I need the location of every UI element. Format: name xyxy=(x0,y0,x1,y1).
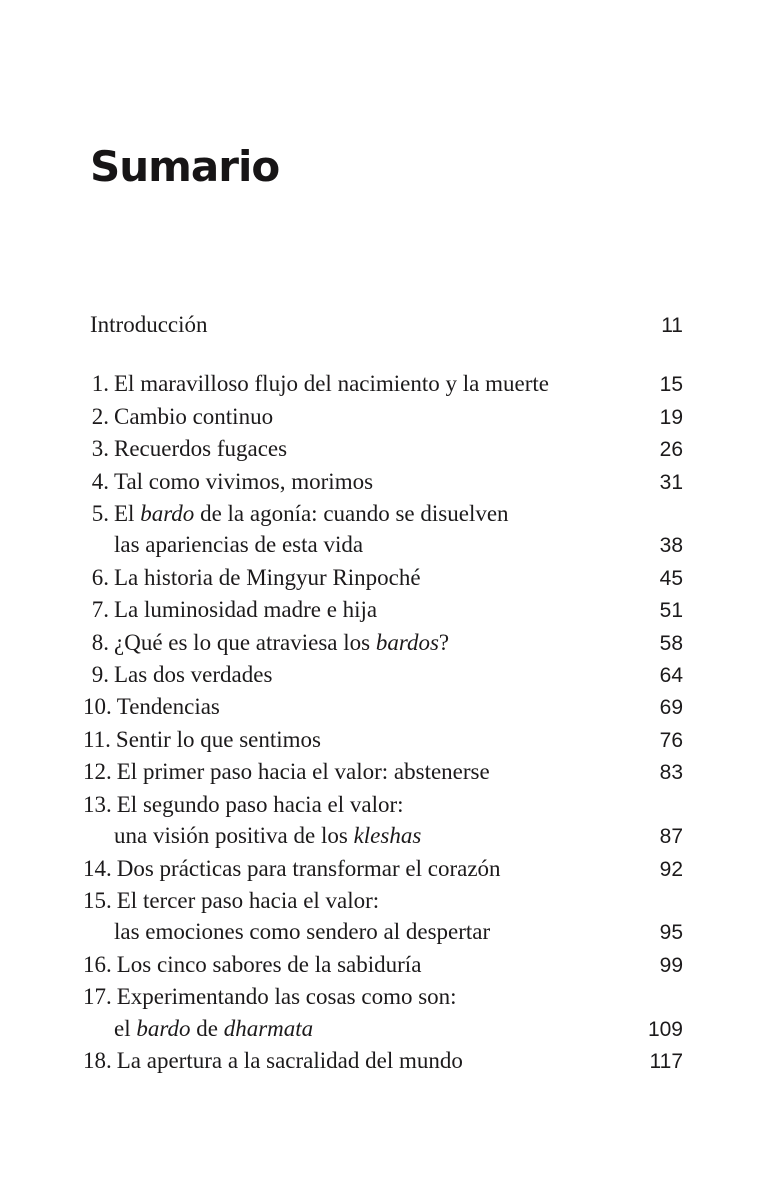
toc-entry-number: 4. xyxy=(91,468,109,494)
toc-entry-line xyxy=(83,529,683,561)
toc-intro-row xyxy=(83,309,683,341)
toc-entry-text: Experimentando las cosas como son: xyxy=(116,984,457,1010)
toc-entry-text: Tendencias xyxy=(116,694,220,720)
toc-entry-line xyxy=(83,949,683,981)
toc-entry-page-number: 83 xyxy=(659,761,683,785)
toc-entry-line xyxy=(83,1045,683,1077)
toc-entry-line xyxy=(83,885,683,916)
toc-entry-number: 6. xyxy=(91,564,109,590)
toc-entry-page-number: 26 xyxy=(659,438,683,462)
toc-entry-text: Cambio continuo xyxy=(114,403,274,429)
toc-entry-page-number: 19 xyxy=(659,405,683,429)
toc-entry-line xyxy=(83,1013,683,1045)
toc-entry-text: Las dos verdades xyxy=(114,662,273,688)
toc-entry-text: Dos prácticas para transformar el corazón xyxy=(116,855,501,881)
toc-entry-number: 1. xyxy=(91,371,109,397)
toc-entry-text: El primer paso hacia el valor: abstenerse xyxy=(116,759,490,785)
toc-entry-number: 10. xyxy=(83,694,112,720)
toc-entry-page-number: 38 xyxy=(659,534,683,558)
toc-entry-number: 7. xyxy=(91,597,109,623)
toc-entry-text: La apertura a la sacralidad del mundo xyxy=(116,1047,463,1073)
toc-entry-text: una visión positiva de los kleshas xyxy=(114,823,422,849)
toc-entry-page-number: 58 xyxy=(659,631,683,655)
toc-entry-number: 15. xyxy=(83,887,112,913)
toc-entry-text: Los cinco sabores de la sabiduría xyxy=(116,951,422,977)
toc-entry-text: El bardo de la agonía: cuando se disuelven xyxy=(114,501,509,527)
toc-entry-text: Sentir lo que sentimos xyxy=(115,726,321,752)
toc-entry-text: El segundo paso hacia el valor: xyxy=(116,791,404,817)
toc-entry-text: La historia de Mingyur Rinpoché xyxy=(114,564,421,590)
toc-entry-text: Recuerdos fugaces xyxy=(114,436,288,462)
toc-section-spacer xyxy=(83,341,683,368)
toc-entry-text: el bardo de dharmata xyxy=(114,1015,314,1041)
toc-entry-page-number: 109 xyxy=(647,1017,683,1041)
toc-entry-text: las apariencias de esta vida xyxy=(114,532,364,558)
table-of-contents xyxy=(83,309,683,1077)
toc-entry-line xyxy=(83,916,683,948)
toc-entry-number: 12. xyxy=(83,759,112,785)
toc-entry-text: ¿Qué es lo que atraviesa los bardos? xyxy=(114,629,450,655)
toc-entry-text: La luminosidad madre e hija xyxy=(114,597,378,623)
toc-entry-line xyxy=(83,756,683,788)
toc-entry-text: Tal como vivimos, morimos xyxy=(114,468,374,494)
toc-entry-page-number: 31 xyxy=(659,470,683,494)
toc-entry-number: 16. xyxy=(83,951,112,977)
toc-entry-number: 8. xyxy=(91,629,109,655)
page-title: Sumario xyxy=(90,142,280,191)
toc-entry-number: 2. xyxy=(91,403,109,429)
toc-entry-page-number: 45 xyxy=(659,566,683,590)
toc-entry-text: las emociones como sendero al despertar xyxy=(114,919,491,945)
toc-entry-page-number: 117 xyxy=(649,1049,683,1073)
toc-entry-line xyxy=(83,981,683,1012)
toc-entry-text: El maravilloso flujo del nacimiento y la muerte xyxy=(114,371,549,397)
toc-entry-line xyxy=(83,820,683,852)
toc-entry-page-number: 64 xyxy=(659,664,683,688)
toc-entry-line xyxy=(83,594,683,626)
toc-intro-label: Introducción xyxy=(90,312,208,337)
toc-entry-line xyxy=(83,659,683,691)
toc-entries xyxy=(83,368,683,1077)
toc-entry-line xyxy=(83,466,683,498)
toc-entry-page-number: 87 xyxy=(659,825,683,849)
toc-entry-line xyxy=(83,498,683,529)
toc-entry-page-number: 76 xyxy=(659,728,683,752)
toc-entry-number: 13. xyxy=(83,791,112,817)
toc-entry-number: 17. xyxy=(83,984,112,1010)
toc-entry-page-number: 92 xyxy=(659,857,683,881)
toc-entry-page-number: 51 xyxy=(659,599,683,623)
toc-intro-page-number: 11 xyxy=(661,314,683,337)
toc-entry-line xyxy=(83,627,683,659)
toc-entry-page-number: 69 xyxy=(659,696,683,720)
toc-entry-line xyxy=(83,401,683,433)
toc-entry-page-number: 99 xyxy=(659,953,683,977)
toc-entry-number: 5. xyxy=(91,501,109,527)
toc-entry-line xyxy=(83,724,683,756)
toc-entry-number: 3. xyxy=(91,436,109,462)
toc-entry-number: 11. xyxy=(83,726,111,752)
toc-entry-page-number: 95 xyxy=(659,921,683,945)
toc-entry-text: El tercer paso hacia el valor: xyxy=(116,887,380,913)
toc-entry-line xyxy=(83,789,683,820)
toc-entry-number: 14. xyxy=(83,855,112,881)
toc-entry-number: 9. xyxy=(91,662,109,688)
toc-entry-number: 18. xyxy=(83,1047,112,1073)
toc-entry-line xyxy=(83,368,683,400)
toc-entry-line xyxy=(83,433,683,465)
toc-entry-line xyxy=(83,853,683,885)
toc-entry-line xyxy=(83,562,683,594)
toc-entry-line xyxy=(83,691,683,723)
toc-entry-page-number: 15 xyxy=(659,373,683,397)
